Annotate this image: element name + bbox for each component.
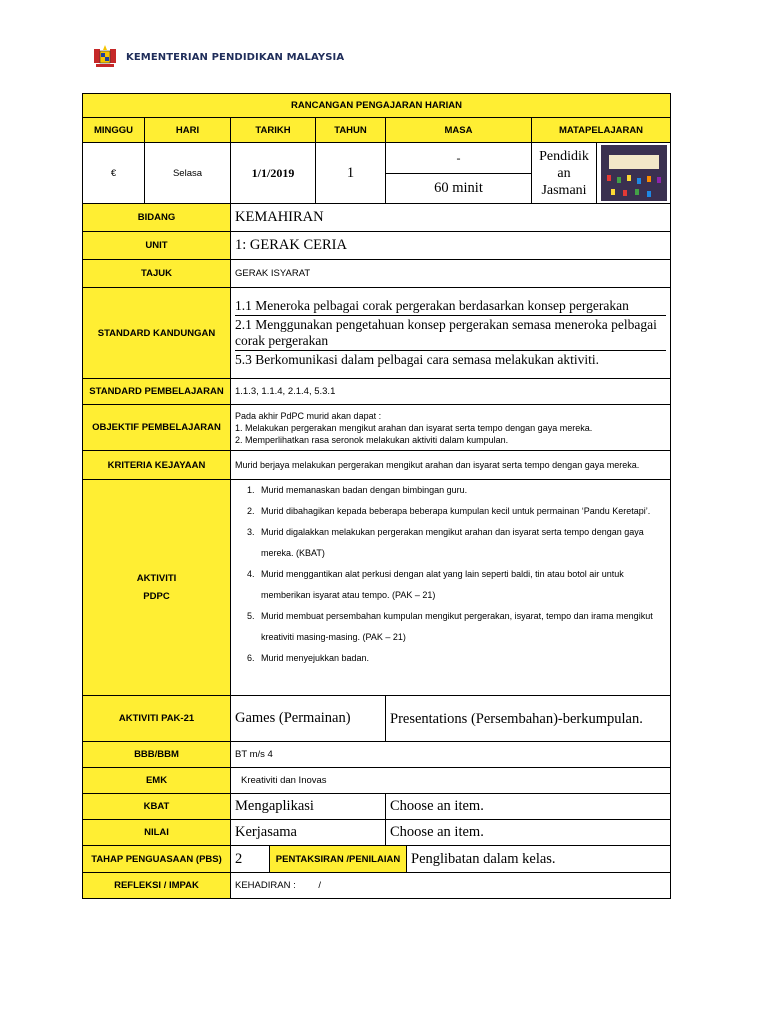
- header-minggu: MINGGU: [83, 118, 145, 143]
- tajuk-value[interactable]: GERAK ISYARAT: [231, 260, 671, 288]
- aktiviti-item[interactable]: 3. Murid digalakkan melakukan pergerakan mengikut arahan dan isyarat serta tempo dengan gaya mereka. (KBAT): [257, 522, 666, 564]
- kbat-value-a[interactable]: Mengaplikasi: [231, 794, 386, 820]
- sk-row: [83, 288, 671, 379]
- masa-time[interactable]: -: [386, 144, 531, 174]
- hari-value[interactable]: Selasa: [145, 143, 231, 204]
- unit-label: UNIT: [83, 232, 231, 260]
- lesson-plan-table: [82, 93, 671, 899]
- objektif-line[interactable]: Pada akhir PdPC murid akan dapat :: [235, 410, 382, 421]
- bbb-row: [83, 742, 671, 768]
- refleksi-label: REFLEKSI / IMPAK: [83, 873, 231, 899]
- bidang-value[interactable]: KEMAHIRAN: [231, 204, 671, 232]
- subject-line-1: Pendidik: [539, 148, 589, 164]
- masa-cell: [386, 143, 532, 204]
- aktiviti-label: [83, 480, 231, 696]
- nilai-value-a[interactable]: Kerjasama: [231, 820, 386, 846]
- aktiviti-item[interactable]: 2. Murid dibahagikan kepada beberapa beberapa kumpulan kecil untuk permainan ‘Pandu Keretapi’.: [257, 501, 666, 522]
- bbb-value[interactable]: BT m/s 4: [231, 742, 671, 768]
- bidang-label: BIDANG: [83, 204, 231, 232]
- pak21-value-b[interactable]: Presentations (Persembahan)-berkumpulan.: [386, 696, 671, 742]
- emk-label: EMK: [83, 768, 231, 794]
- kehadiran-label: KEHADIRAN :: [235, 880, 296, 891]
- sk-item[interactable]: 1.1 Meneroka pelbagai corak pergerakan berdasarkan konsep pergerakan: [235, 297, 666, 316]
- sp-value[interactable]: 1.1.3, 1.1.4, 2.1.4, 5.3.1: [231, 379, 671, 405]
- sk-item[interactable]: 2.1 Menggunakan pengetahuan konsep pergerakan semasa meneroka pelbagai corak pergerakan: [235, 316, 666, 351]
- subject-name[interactable]: [532, 143, 597, 203]
- tajuk-row: [83, 260, 671, 288]
- kriteria-label: KRITERIA KEJAYAAN: [83, 451, 231, 480]
- kriteria-row: [83, 451, 671, 480]
- ministry-name: KEMENTERIAN PENDIDIKAN MALAYSIA: [126, 51, 345, 63]
- refleksi-row: [83, 873, 671, 899]
- kbat-row: [83, 794, 671, 820]
- plan-title: RANCANGAN PENGAJARAN HARIAN: [83, 94, 671, 118]
- textbook-cover-image: [597, 143, 670, 203]
- malaysia-crest-icon: [92, 45, 118, 69]
- info-row: [83, 143, 671, 204]
- ministry-header: [92, 44, 344, 70]
- aktiviti-list: [235, 480, 666, 669]
- tajuk-label: TAJUK: [83, 260, 231, 288]
- aktiviti-cell: [231, 480, 671, 696]
- sk-item[interactable]: 5.3 Berkomunikasi dalam pelbagai cara semasa melakukan aktiviti.: [235, 352, 600, 367]
- tahap-cell: [231, 846, 671, 873]
- objektif-cell: [231, 405, 671, 451]
- subject-line-2: an: [557, 165, 571, 181]
- kehadiran-slash: /: [318, 880, 321, 891]
- unit-value[interactable]: 1: GERAK CERIA: [231, 232, 671, 260]
- header-masa: MASA: [386, 118, 532, 143]
- aktiviti-item[interactable]: 6. Murid menyejukkan badan.: [257, 648, 666, 669]
- objektif-row: [83, 405, 671, 451]
- nilai-dropdown[interactable]: Choose an item.: [386, 820, 671, 846]
- header-row: [83, 118, 671, 143]
- header-tahun: TAHUN: [316, 118, 386, 143]
- objektif-label: OBJEKTIF PEMBELAJARAN: [83, 405, 231, 451]
- nilai-label: NILAI: [83, 820, 231, 846]
- nilai-row: [83, 820, 671, 846]
- aktiviti-label-line-2: PDPC: [143, 590, 170, 602]
- emk-row: [83, 768, 671, 794]
- aktiviti-item[interactable]: 5. Murid membuat persembahan kumpulan mengikut pergerakan, isyarat, tempo dan irama mengikut kreativiti masing-masing. (PAK – 21): [257, 606, 666, 648]
- tahap-row: [83, 846, 671, 873]
- unit-row: [83, 232, 671, 260]
- bidang-row: [83, 204, 671, 232]
- sp-row: [83, 379, 671, 405]
- tahun-value[interactable]: 1: [316, 143, 386, 204]
- minggu-value[interactable]: €: [83, 143, 145, 204]
- bbb-label: BBB/BBM: [83, 742, 231, 768]
- tarikh-value[interactable]: 1/1/2019: [231, 143, 316, 204]
- aktiviti-row: [83, 480, 671, 696]
- pentaksiran-label: PENTAKSIRAN /PENILAIAN: [270, 846, 407, 872]
- header-matapelajaran: MATAPELAJARAN: [532, 118, 671, 143]
- book-cover-icon: [601, 145, 667, 201]
- header-hari: HARI: [145, 118, 231, 143]
- pak21-row: [83, 696, 671, 742]
- masa-duration[interactable]: 60 minit: [434, 179, 483, 196]
- kbat-label: KBAT: [83, 794, 231, 820]
- title-row: [83, 94, 671, 118]
- header-tarikh: TARIKH: [231, 118, 316, 143]
- objektif-line[interactable]: 2. Memperlihatkan rasa seronok melakukan aktiviti dalam kumpulan.: [235, 434, 509, 445]
- aktiviti-label-line-1: AKTIVITI: [136, 572, 177, 584]
- sk-label: STANDARD KANDUNGAN: [83, 288, 231, 379]
- subject-line-3: Jasmani: [541, 182, 587, 198]
- objektif-line[interactable]: 1. Melakukan pergerakan mengikut arahan dan isyarat serta tempo dengan gaya mereka.: [235, 422, 593, 433]
- aktiviti-item[interactable]: 4. Murid menggantikan alat perkusi dengan alat yang lain seperti baldi, tin atau botol air untuk memberikan isyarat atau tempo. (PAK – 21): [257, 564, 666, 606]
- emk-value[interactable]: Kreativiti dan Inovas: [231, 768, 671, 794]
- aktiviti-item[interactable]: 1. Murid memanaskan badan dengan bimbingan guru.: [257, 480, 666, 501]
- refleksi-cell[interactable]: [231, 873, 671, 899]
- pak21-label: AKTIVITI PAK-21: [83, 696, 231, 742]
- tahap-label: TAHAP PENGUASAAN (PBS): [83, 846, 231, 873]
- kbat-dropdown[interactable]: Choose an item.: [386, 794, 671, 820]
- pentaksiran-value[interactable]: Penglibatan dalam kelas.: [411, 850, 556, 867]
- subject-cell: [532, 143, 671, 204]
- sk-list: [231, 288, 671, 379]
- sp-label: STANDARD PEMBELAJARAN: [83, 379, 231, 405]
- kriteria-value[interactable]: Murid berjaya melakukan pergerakan mengikut arahan dan isyarat serta tempo dengan gaya mereka.: [231, 451, 671, 480]
- tahap-value[interactable]: 2: [231, 846, 270, 872]
- pak21-value-a[interactable]: Games (Permainan): [231, 696, 386, 742]
